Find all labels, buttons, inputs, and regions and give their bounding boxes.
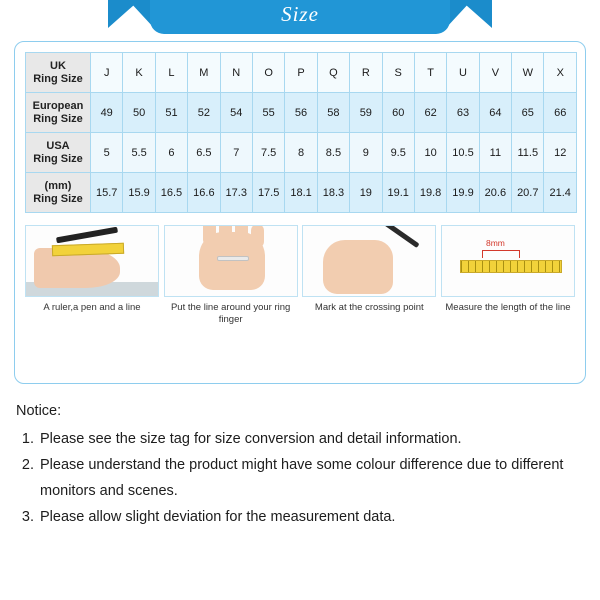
cell: 63: [447, 93, 479, 133]
string-icon: [217, 256, 249, 261]
row-header-mm-line1: (mm): [44, 179, 72, 192]
step-measure-length-image: [441, 225, 575, 297]
cell: 59: [350, 93, 382, 133]
row-header-usa-line1: USA: [46, 139, 70, 152]
step-measure-length: [441, 225, 575, 326]
table-row: [26, 133, 577, 173]
cell: 49: [91, 93, 123, 133]
step-mark-crossing-point-caption: Mark at the crossing point: [314, 302, 424, 313]
step-line-around-finger: [164, 225, 298, 326]
cell: 20.7: [512, 173, 544, 213]
cell: 7.5: [252, 133, 284, 173]
row-header-usa: [26, 133, 91, 173]
cell: 16.5: [155, 173, 187, 213]
row-header-usa-line2: Ring Size: [33, 152, 83, 165]
cell: 19: [350, 173, 382, 213]
cell: 51: [155, 93, 187, 133]
ring-size-table: [25, 52, 577, 213]
cell: 19.9: [447, 173, 479, 213]
cell: 54: [220, 93, 252, 133]
cell: 52: [188, 93, 220, 133]
tape-ticks: [461, 261, 561, 272]
cell: 58: [317, 93, 349, 133]
cell: Q: [317, 53, 349, 93]
step-ruler-pen-line-caption: A ruler,a pen and a line: [43, 302, 141, 313]
cell: 11.5: [512, 133, 544, 173]
cell: N: [220, 53, 252, 93]
cell: 5: [91, 133, 123, 173]
tape-measure-icon: [460, 260, 562, 273]
cell: V: [479, 53, 511, 93]
cell: K: [123, 53, 155, 93]
row-header-mm: [26, 173, 91, 213]
cell: 10: [414, 133, 446, 173]
finger-shape: [251, 225, 264, 248]
pen-icon: [56, 227, 118, 244]
cell: 16.6: [188, 173, 220, 213]
cell: 8: [285, 133, 317, 173]
measure-bracket: [482, 250, 520, 258]
list-item: 3. Please allow slight deviation for the measurement data.: [38, 504, 586, 530]
cell: X: [544, 53, 577, 93]
cell: 64: [479, 93, 511, 133]
list-item: 2. Please understand the product might have some colour difference due to different monitors and scenes.: [38, 452, 586, 504]
cell: 19.1: [382, 173, 414, 213]
measure-label: 8mm: [485, 238, 505, 248]
cell: R: [350, 53, 382, 93]
cell: 10.5: [447, 133, 479, 173]
cell: 5.5: [123, 133, 155, 173]
cell: 65: [512, 93, 544, 133]
notice-section: [16, 398, 586, 530]
cell: T: [414, 53, 446, 93]
measure-steps: [25, 225, 575, 326]
table-row: [26, 53, 577, 93]
step-line-around-finger-caption: Put the line around your ring finger: [170, 302, 291, 325]
cell: 9: [350, 133, 382, 173]
banner-title: Size: [281, 2, 319, 26]
step-ruler-pen-line: [25, 225, 159, 326]
cell: 18.1: [285, 173, 317, 213]
row-header-uk: [26, 53, 91, 93]
cell: 17.5: [252, 173, 284, 213]
notice-title: Notice:: [16, 403, 62, 419]
size-chart-card: [14, 41, 586, 384]
notice-list: [16, 426, 586, 530]
cell: 19.8: [414, 173, 446, 213]
row-header-uk-line2: Ring Size: [33, 72, 83, 85]
cell: 15.7: [91, 173, 123, 213]
ruler-icon: [52, 243, 124, 257]
cell: 15.9: [123, 173, 155, 213]
cell: 8.5: [317, 133, 349, 173]
cell: 20.6: [479, 173, 511, 213]
row-header-european: [26, 93, 91, 133]
row-header-uk-line1: UK: [50, 59, 66, 72]
step-mark-crossing-point: [302, 225, 436, 326]
cell: W: [512, 53, 544, 93]
cell: M: [188, 53, 220, 93]
cell: 12: [544, 133, 577, 173]
cell: 17.3: [220, 173, 252, 213]
cell: 56: [285, 93, 317, 133]
table-row: [26, 93, 577, 133]
cell: 11: [479, 133, 511, 173]
cell: 9.5: [382, 133, 414, 173]
finger-shape: [235, 225, 248, 244]
cell: S: [382, 53, 414, 93]
cell: 55: [252, 93, 284, 133]
cell: 66: [544, 93, 577, 133]
step-line-around-finger-image: [164, 225, 298, 297]
hand-icon: [323, 240, 393, 294]
cell: U: [447, 53, 479, 93]
finger-shape: [203, 225, 216, 246]
cell: 18.3: [317, 173, 349, 213]
banner: [0, 0, 600, 34]
table-row: [26, 173, 577, 213]
cell: 62: [414, 93, 446, 133]
cell: L: [155, 53, 187, 93]
cell: 7: [220, 133, 252, 173]
cell: O: [252, 53, 284, 93]
row-header-european-line1: European: [32, 99, 84, 112]
cell: 50: [123, 93, 155, 133]
row-header-european-line2: Ring Size: [33, 112, 83, 125]
finger-shape: [219, 225, 232, 244]
cell: 6.5: [188, 133, 220, 173]
step-mark-crossing-point-image: [302, 225, 436, 297]
step-ruler-pen-line-image: [25, 225, 159, 297]
cell: 21.4: [544, 173, 577, 213]
cell: J: [91, 53, 123, 93]
row-header-mm-line2: Ring Size: [33, 192, 83, 205]
list-item: 1. Please see the size tag for size conversion and detail information.: [38, 426, 586, 452]
step-measure-length-caption: Measure the length of the line: [445, 302, 571, 313]
cell: 60: [382, 93, 414, 133]
cell: P: [285, 53, 317, 93]
cell: 6: [155, 133, 187, 173]
